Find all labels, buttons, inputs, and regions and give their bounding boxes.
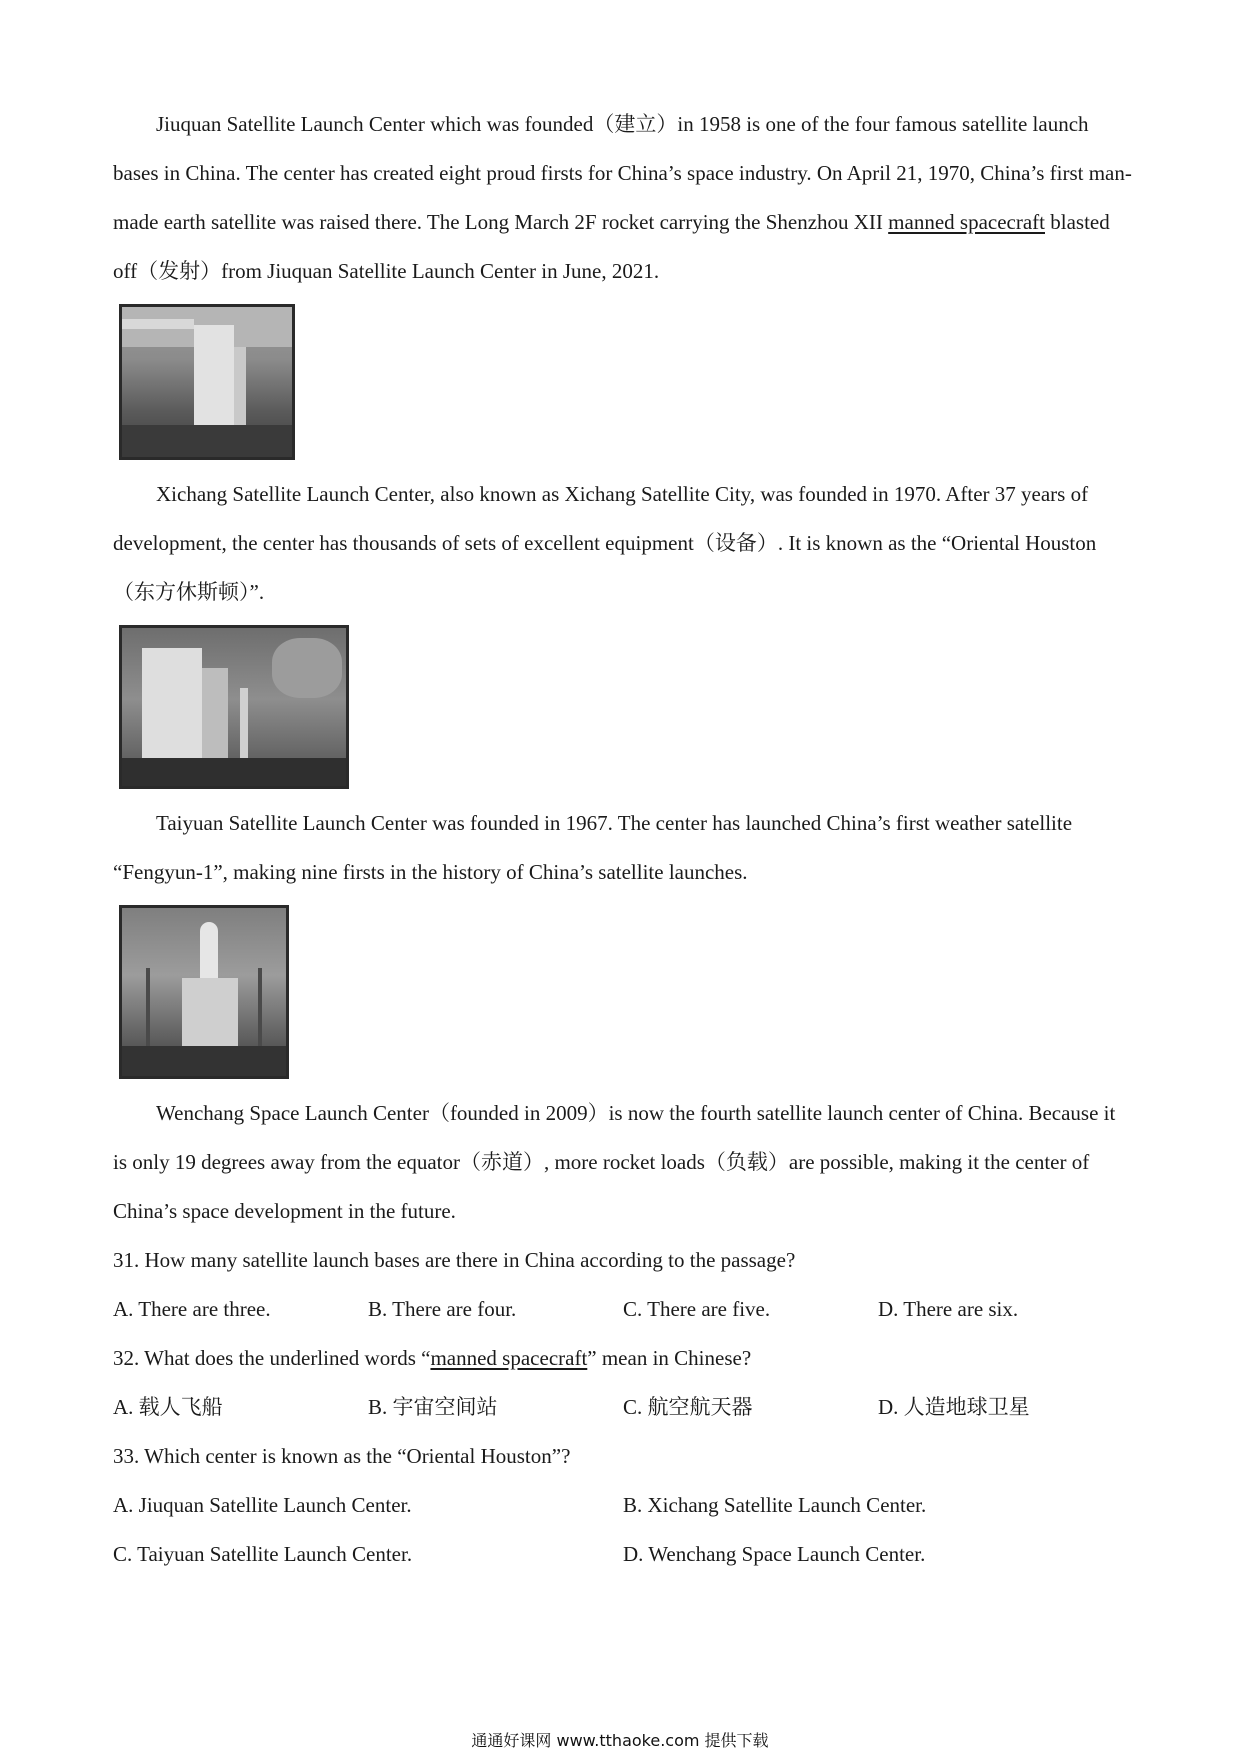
paragraph-taiyuan: Taiyuan Satellite Launch Center was founded in 1967. The center has launched China’s first weather satellite “Fengyun-1”, making nine firsts in the history of China’s satellite launches. — [113, 811, 1073, 884]
question-31-stem: 31. How many satellite launch bases are there in China according to the passage? — [113, 1248, 796, 1272]
paragraph-xichang: Xichang Satellite Launch Center, also known as Xichang Satellite City, was founded in 1970. After 37 years of development, the center has thousands of sets of excellent equipment（设备）. It is known as the “Oriental Houston（东方休斯顿）”. — [113, 482, 1097, 604]
question-33-options-row2 — [113, 1530, 1133, 1579]
question-31-options — [113, 1285, 1133, 1334]
q31-option-c: C. There are five. — [623, 1297, 771, 1321]
q32-option-a: A. 载人飞船 — [113, 1395, 223, 1419]
paragraph-jiuquan: Jiuquan Satellite Launch Center which was founded（建立）in 1958 is one of the four famous satellite launch bases in China. The center has created eight proud firsts for China’s space industry. On April 21, 1970, China’s first man-made earth satellite was raised there. The Long March 2F rocket carrying the Shenzhou XII manned spacecraft blasted off（发射）from Jiuquan Satellite Launch Center in June, 2021. — [113, 112, 1132, 283]
q33-option-d: D. Wenchang Space Launch Center. — [623, 1542, 926, 1566]
jiuquan-launch-tower-photo — [119, 304, 295, 460]
q32-option-c: C. 航空航天器 — [623, 1395, 753, 1419]
underlined-manned-spacecraft: manned spacecraft — [888, 210, 1045, 234]
q31-option-d: D. There are six. — [878, 1297, 1019, 1321]
question-32-options — [113, 1383, 1133, 1432]
paragraph-wenchang: Wenchang Space Launch Center（founded in 2009）is now the fourth satellite launch center of China. Because it is only 19 degrees away from the equator（赤道）, more rocket loads（负载）are possible, making it the center of China’s space development in the future. — [113, 1101, 1116, 1223]
question-33-stem: 33. Which center is known as the “Oriental Houston”? — [113, 1444, 571, 1468]
q32-underlined-words: manned spacecraft — [430, 1346, 588, 1370]
question-33-options-row1 — [113, 1481, 1133, 1530]
q33-option-b: B. Xichang Satellite Launch Center. — [623, 1493, 927, 1517]
question-32-stem: 32. What does the underlined words “manned spacecraft” mean in Chinese? — [113, 1346, 752, 1370]
q33-option-a: A. Jiuquan Satellite Launch Center. — [113, 1493, 412, 1517]
q31-option-b: B. There are four. — [368, 1297, 517, 1321]
taiyuan-rocket-photo — [119, 905, 289, 1079]
q31-option-a: A. There are three. — [113, 1297, 271, 1321]
q33-option-c: C. Taiyuan Satellite Launch Center. — [113, 1542, 413, 1566]
document-body — [113, 100, 1133, 1579]
q32-option-b: B. 宇宙空间站 — [368, 1395, 498, 1419]
page-footer: 通通好课网 www.tthaoke.com 提供下载 — [471, 1731, 769, 1750]
xichang-launch-tower-photo — [119, 625, 349, 789]
q32-option-d: D. 人造地球卫星 — [878, 1395, 1030, 1419]
